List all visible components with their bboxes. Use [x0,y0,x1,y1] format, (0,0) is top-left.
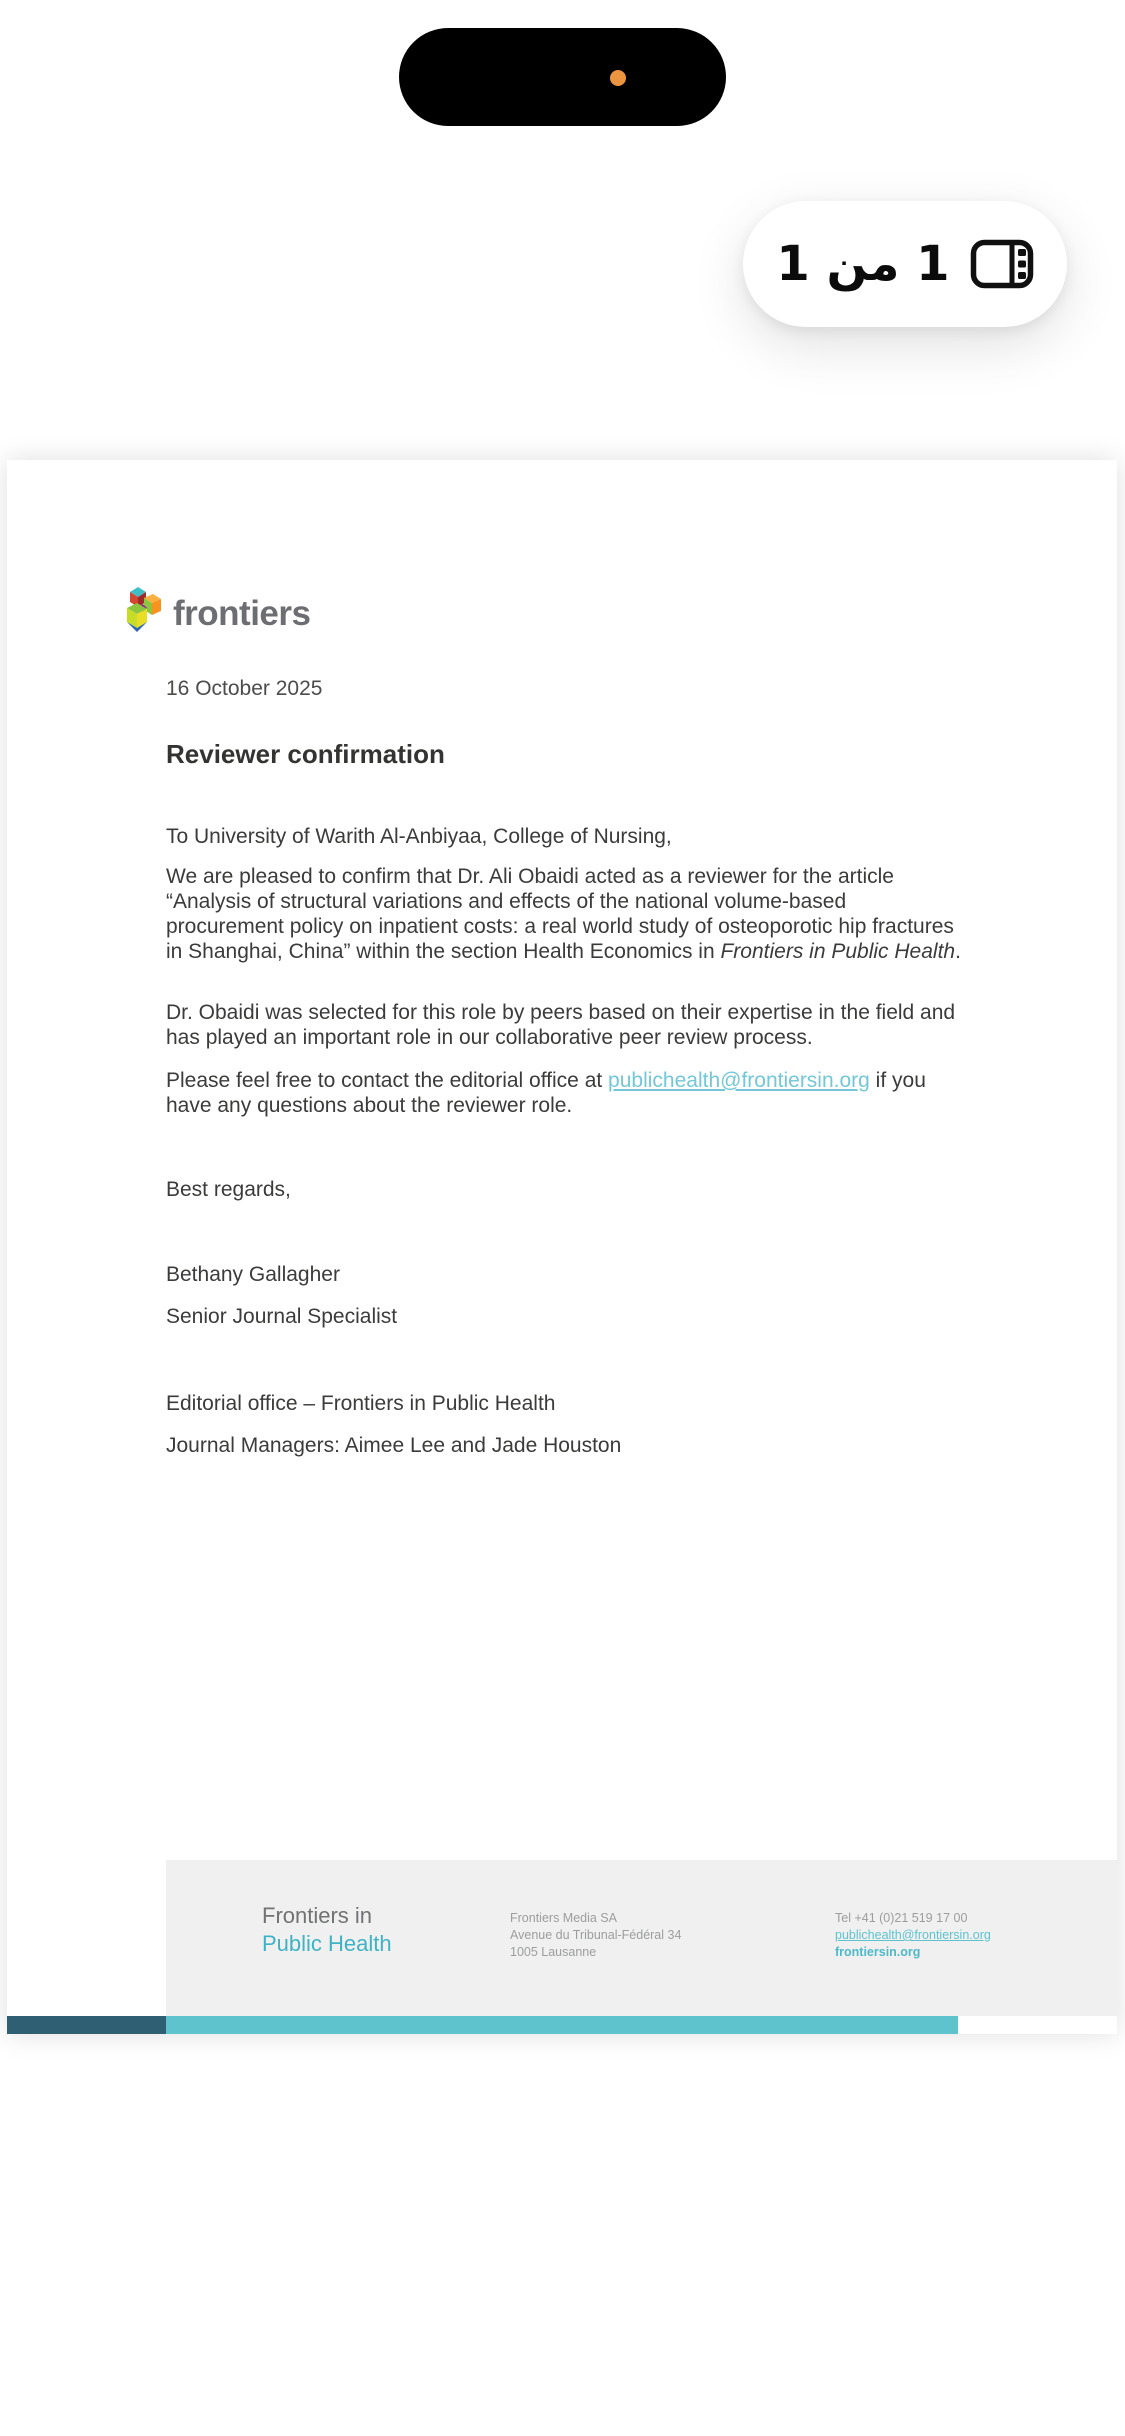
letter-paragraph-2: Dr. Obaidi was selected for this role by peers based on their expertise in the field and has played an important role in our collaborative peer review process. [166,1001,956,1049]
camera-indicator-dot [610,70,626,86]
footer-journal-gray: Frontiers in [262,1903,373,1928]
footer-address-line1: Frontiers Media SA [510,1911,617,1925]
letter-title: Reviewer confirmation [166,739,445,769]
footer-tel: Tel +41 (0)21 519 17 00 [835,1911,968,1925]
footer-address-line2: Avenue du Tribunal-Fédéral 34 [510,1928,682,1942]
page-indicator-label: 1 من 1 [776,236,950,292]
letter-paragraph-1 [166,864,968,964]
paragraph-1-text: We are pleased to confirm that Dr. Ali Obaidi acted as a reviewer for the article “Analysis of structural variations and effects of the national volume-based procurement policy on inpatient costs: a real world study of osteoporotic hip fractures in Shanghai, China” within the section Health Economics in [166,865,954,963]
page-indicator-pill[interactable] [743,201,1067,327]
editorial-office-line: Editorial office – Frontiers in Public Health [166,1392,556,1415]
frontiers-logo [122,584,310,639]
footer-website-link[interactable]: frontiersin.org [835,1945,921,1959]
footer-journal-teal: Public Health [262,1931,392,1956]
letter-closing: Best regards, [166,1178,291,1201]
dynamic-island [399,28,726,126]
footer-address [510,1910,681,1961]
pdf-page [7,460,1117,2034]
paragraph-3-text: Please feel free to contact the editorial office at [166,1069,609,1092]
journal-managers-line: Journal Managers: Aimee Lee and Jade Houston [166,1434,622,1457]
frontiers-cubes-icon [122,584,164,639]
letter-date: 16 October 2025 [166,677,323,700]
frontiers-wordmark: frontiers [173,594,311,633]
signer-name: Bethany Gallagher [166,1263,340,1286]
footer-contact [835,1910,991,1961]
page-thumbnails-icon [970,239,1034,289]
letter-paragraph-3 [166,1068,968,1118]
journal-name-italic: Frontiers in Public Health [720,940,956,963]
paragraph-1-period: . [955,940,961,963]
footer-email-link[interactable]: publichealth@frontiersin.org [835,1928,991,1942]
footer-bar-dark-teal [7,2016,166,2034]
paragraph-3-tail: if you have any questions about the reviewer role. [166,1069,926,1117]
footer-bar-light-teal [166,2016,958,2034]
signer-role: Senior Journal Specialist [166,1305,398,1328]
footer-address-line3: 1005 Lausanne [510,1945,597,1959]
letter-footer [166,1860,1117,2016]
footer-journal-name [262,1902,392,1958]
editorial-office-email-link[interactable]: publichealth@frontiersin.org [608,1069,870,1092]
letter-salutation: To University of Warith Al-Anbiyaa, College of Nursing, [166,825,672,848]
